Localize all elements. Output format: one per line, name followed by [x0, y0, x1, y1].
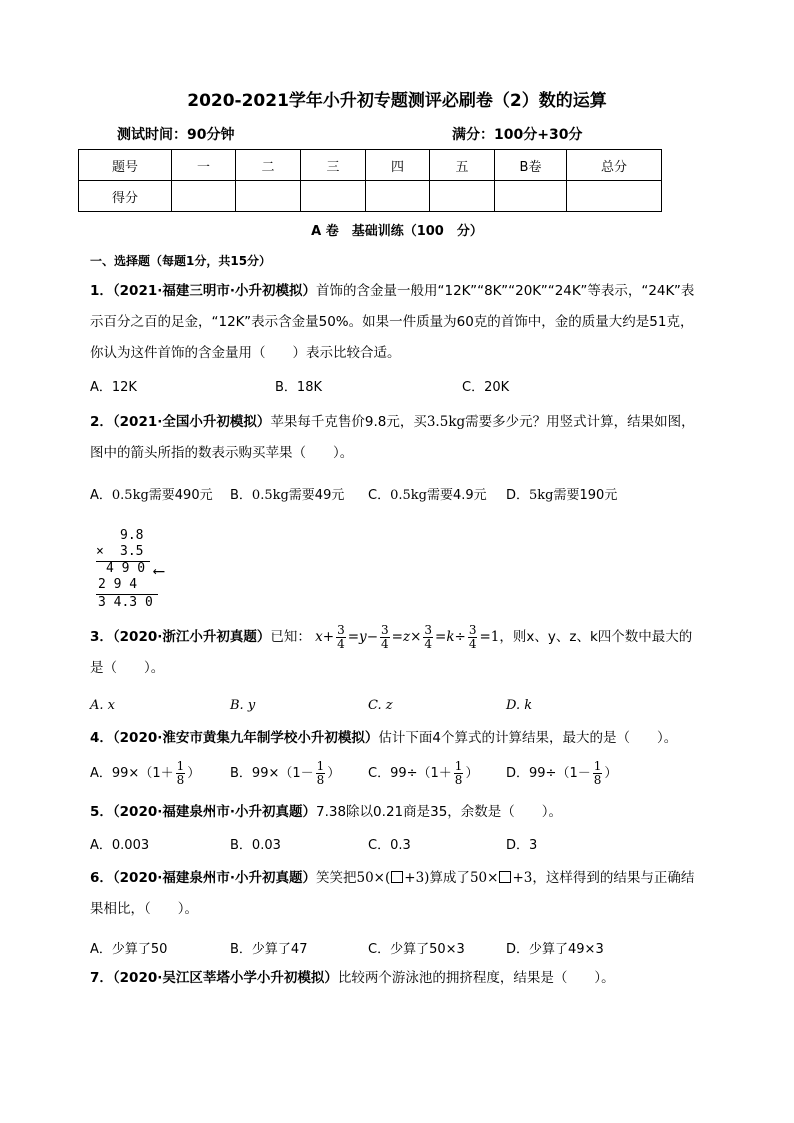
option-a[interactable]	[90, 760, 200, 787]
option-a[interactable]	[90, 484, 213, 503]
question-text: 苹果每千克售价9.8元，买	[270, 414, 427, 430]
partial-product-2: 2 9 4	[98, 577, 138, 592]
option-label: A．99×（1＋	[90, 766, 174, 781]
mass-value: 5kg	[529, 488, 554, 503]
table-header-cell: 二	[236, 150, 301, 181]
score-cell[interactable]	[430, 181, 495, 212]
table-header-cell: 三	[301, 150, 366, 181]
option-c[interactable]: C. z	[368, 698, 393, 713]
score-cell[interactable]	[366, 181, 430, 212]
fraction	[468, 624, 478, 651]
question-number: 2．	[90, 414, 113, 430]
question-text: 笑笑把	[316, 870, 357, 886]
option-text: 需要190元	[553, 488, 618, 503]
var-z: z	[402, 629, 411, 645]
product-result: 3 4.3 0	[98, 595, 153, 610]
fraction-denominator: 8	[316, 773, 325, 787]
option-label: B．99×（1－	[230, 766, 314, 781]
option-label: A．	[90, 488, 112, 503]
fraction-numerator: 3	[381, 622, 389, 637]
fraction-denominator: 8	[454, 773, 463, 787]
option-b[interactable]: B．少算了47	[230, 942, 308, 957]
option-a[interactable]: A. x	[90, 698, 115, 713]
option-d[interactable]: D．少算了49×3	[506, 942, 604, 957]
var-y: y	[359, 629, 367, 645]
question-source: （2020·福建泉州市·小升初真题）	[112, 804, 316, 820]
question-1	[90, 276, 702, 369]
expression-1	[357, 870, 430, 886]
expr-part: 50×	[469, 870, 499, 886]
question-number: 7．	[90, 970, 113, 986]
page-title: 2020-2021学年小升初专题测评必刷卷（2）数的运算	[187, 91, 607, 111]
option-text: ）	[187, 766, 201, 781]
blank-square-icon	[391, 871, 403, 883]
table-header-cell: 题号	[79, 150, 172, 181]
fraction	[176, 760, 186, 787]
fraction-numerator: 3	[468, 622, 477, 637]
option-d[interactable]: D．3	[506, 838, 538, 853]
fraction	[593, 760, 603, 787]
fraction-numerator: 3	[424, 622, 433, 637]
question-source: （2020·淮安市黄集九年制学校小升初模拟）	[112, 730, 379, 746]
question-text: 首饰的含金量一般用“12K”“8K”“20K”“24K”等表示，“24K”表示百分之百的足金，“12K”表示含金量50%。如果一件质量为60克的首饰中，金的质量大约是51克，你认为这件首饰的含金量用（ ）表示比较合适。	[90, 283, 695, 361]
question-6	[90, 863, 702, 925]
question-source: （2020·浙江小升初真题）	[112, 629, 271, 645]
mass-value: 0.5kg	[111, 488, 149, 503]
question-source: （2021·全国小升初模拟）	[112, 414, 271, 430]
fraction-numerator: 1	[593, 759, 602, 773]
arrow-left-icon: ⟵	[154, 561, 164, 580]
option-b[interactable]: B．0.03	[230, 838, 281, 853]
option-text: 需要490元	[148, 488, 213, 503]
option-d[interactable]: D. k	[506, 698, 533, 713]
table-header-cell: 五	[430, 150, 495, 181]
expression-2	[470, 870, 532, 886]
score-cell[interactable]	[495, 181, 567, 212]
score-cell[interactable]	[567, 181, 662, 212]
fraction-denominator: 4	[337, 636, 345, 651]
op-equals: =	[347, 629, 360, 645]
part-one-heading: 一、选择题（每题1分，共15分）	[90, 254, 272, 268]
mass-value: 0.5kg	[251, 488, 289, 503]
expr-part: +3)	[404, 870, 430, 886]
question-text: 7.38除以0.21商是35，余数是（ ）。	[316, 804, 563, 820]
expr-part: +3	[512, 870, 533, 886]
table-header-cell: B卷	[495, 150, 567, 181]
op-minus: −	[366, 629, 378, 645]
question-text: 估计下面4个算式的计算结果，最大的是（ ）。	[378, 730, 678, 746]
score-row-label: 得分	[79, 181, 172, 212]
fraction-numerator: 1	[176, 759, 185, 773]
fraction-denominator: 4	[381, 636, 389, 651]
question-text: ，则x、y、z、k四个数中最大的是（ ）。	[90, 629, 693, 676]
fraction-denominator: 8	[176, 773, 185, 787]
option-label: B．	[230, 488, 252, 503]
fraction	[423, 624, 433, 651]
fraction-numerator: 1	[454, 759, 463, 773]
option-b[interactable]: B．18K	[275, 380, 322, 395]
question-number: 1．	[90, 283, 113, 299]
option-c[interactable]: C．0.3	[368, 838, 411, 853]
question-number: 4．	[90, 730, 113, 746]
option-label: D．99÷（1－	[506, 766, 591, 781]
op-times: ×	[410, 629, 422, 645]
option-a[interactable]: A．0.003	[90, 838, 150, 853]
fraction	[454, 760, 464, 787]
question-text: 算成了	[429, 870, 470, 886]
question-2	[90, 407, 702, 469]
option-text: ）	[327, 766, 341, 781]
option-label: C．99÷（1＋	[368, 766, 452, 781]
option-a[interactable]: A．少算了50	[90, 942, 168, 957]
question-source: （2020·吴江区莘塔小学小升初模拟）	[112, 970, 338, 986]
mass-value: 0.5kg	[390, 488, 427, 503]
option-c[interactable]	[368, 484, 487, 503]
fraction	[380, 624, 390, 651]
score-cell[interactable]	[301, 181, 366, 212]
question-source: （2020·福建泉州市·小升初真题）	[112, 870, 316, 886]
option-b[interactable]	[230, 484, 344, 503]
fraction	[316, 760, 326, 787]
table-header-cell: 总分	[567, 150, 662, 181]
question-number: 6．	[90, 870, 113, 886]
question-number: 5．	[90, 804, 113, 820]
option-text: ）	[465, 766, 479, 781]
question-text: 已知：	[270, 629, 311, 645]
option-b[interactable]	[230, 760, 340, 787]
option-c[interactable]	[368, 760, 478, 787]
option-label: D．	[506, 488, 530, 503]
op-plus: +	[322, 629, 335, 645]
expr-part: 50×(	[356, 870, 391, 886]
option-label: C．	[368, 488, 391, 503]
fraction-numerator: 1	[316, 759, 325, 773]
option-d[interactable]	[506, 484, 617, 503]
question-7	[90, 968, 615, 988]
test-time: 测试时间：90分钟	[117, 127, 235, 143]
question-5	[90, 802, 562, 822]
partial-product-1: 4 9 0	[106, 561, 146, 576]
fraction-denominator: 4	[468, 636, 477, 651]
fraction-denominator: 8	[593, 773, 602, 787]
question-4	[90, 728, 677, 748]
op-equals: =	[435, 629, 447, 645]
option-text: 需要49元	[288, 488, 345, 503]
option-c[interactable]: C．少算了50×3	[368, 942, 465, 957]
option-text: ）	[604, 766, 618, 781]
question-text: 需要多少元？用竖式计算，结果如图，图中的箭头所指的数表示购买苹果（ ）。	[90, 414, 695, 461]
score-cell[interactable]	[172, 181, 236, 212]
table-header-cell: 一	[172, 150, 236, 181]
var-x: x	[315, 629, 323, 645]
op-equals: =	[391, 629, 403, 645]
fraction-numerator: 3	[337, 622, 345, 637]
score-table	[78, 149, 662, 212]
option-b[interactable]: B. y	[230, 698, 256, 713]
equation	[315, 622, 500, 651]
blank-square-icon	[499, 871, 511, 883]
op-divide: ÷	[454, 629, 466, 645]
fraction-denominator: 4	[424, 636, 433, 651]
op-equals: =	[479, 629, 491, 645]
score-table-header-row	[79, 150, 662, 181]
var-k: k	[446, 629, 455, 645]
number-one: 1	[490, 629, 500, 645]
table-header-cell: 四	[366, 150, 430, 181]
score-table-score-row	[79, 181, 662, 212]
times-sign: ×	[96, 544, 104, 559]
fraction	[336, 624, 346, 651]
option-c[interactable]: C．20K	[462, 380, 510, 395]
option-a[interactable]: A．12K	[90, 380, 137, 395]
question-text: 比较两个游泳池的拥挤程度，结果是（ ）。	[337, 970, 615, 986]
mass-value: 3.5kg	[426, 414, 466, 430]
option-d[interactable]	[506, 760, 617, 787]
question-number: 3．	[90, 629, 113, 645]
question-text: ，这样得到的结果与正确结果相比，（ ）。	[90, 870, 695, 917]
question-source: （2021·福建三明市·小升初模拟）	[112, 283, 316, 299]
option-text: 需要4.9元	[426, 488, 487, 503]
score-cell[interactable]	[236, 181, 301, 212]
question-3	[90, 622, 702, 684]
multiplier: 3.5	[120, 544, 144, 559]
section-a-heading: A 卷 基础训练（100 分）	[311, 224, 483, 239]
full-score: 满分：100分+30分	[452, 127, 583, 143]
multiplicand: 9.8	[120, 528, 144, 543]
